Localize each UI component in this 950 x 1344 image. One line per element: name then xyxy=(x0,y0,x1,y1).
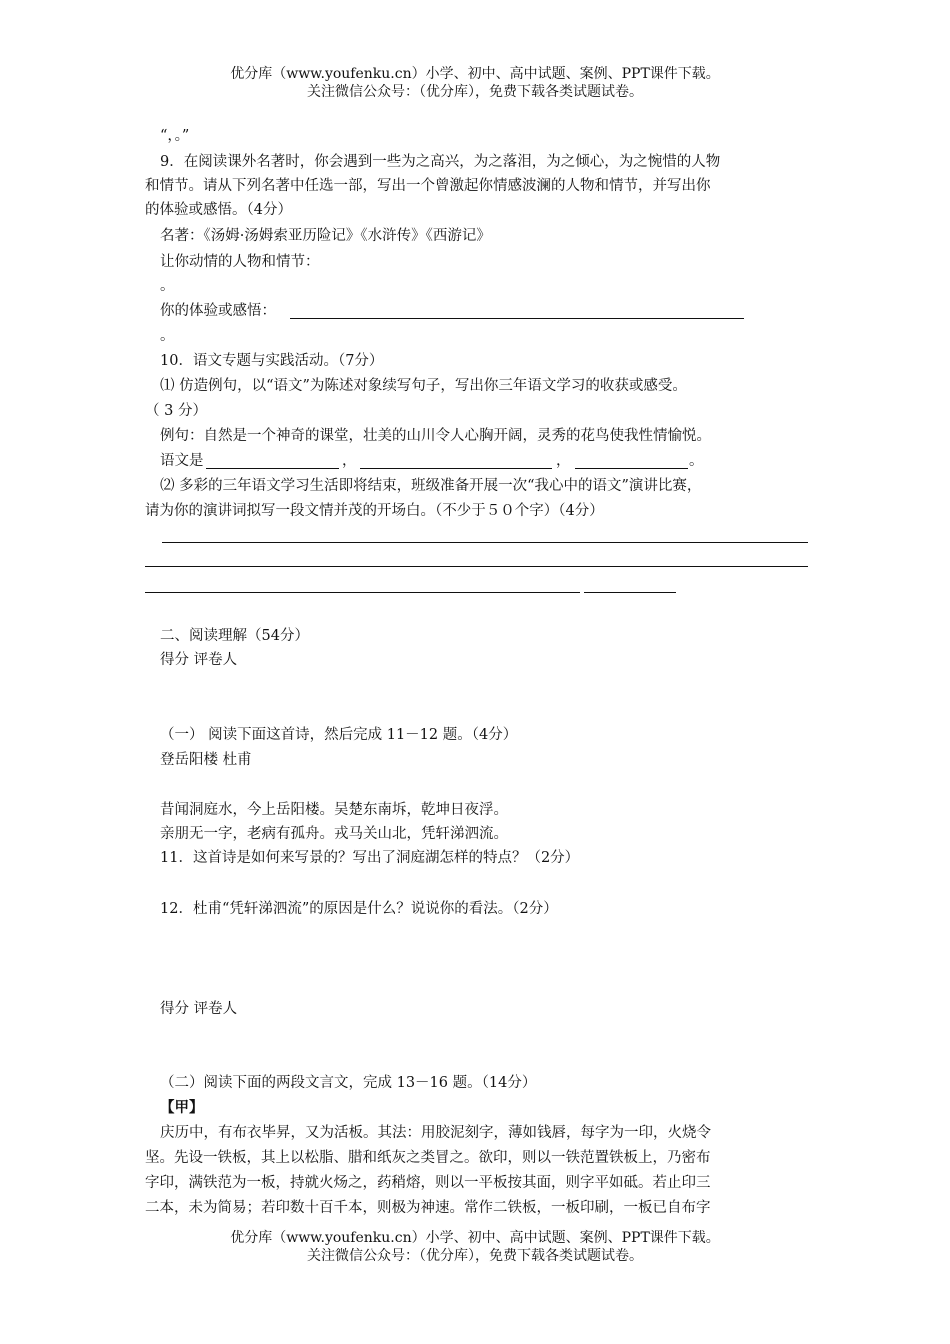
q10-answer-line-3a[interactable] xyxy=(145,592,580,593)
section2-title: 二、阅读理解（54分） xyxy=(160,628,309,644)
q12-text: 12．杜甫“凭轩涕泗流”的原因是什么？说说你的看法。（2分） xyxy=(160,901,558,917)
q10-fill-blank-3[interactable] xyxy=(575,468,688,469)
q10-part1-line-1: ⑴ 仿造例句，以“语文”为陈述对象续写句子，写出你三年语文学习的收获或感受。 xyxy=(160,378,687,394)
footer-line-2: 关注微信公众号：（优分库），免费下载各类试题试卷。 xyxy=(307,1248,643,1264)
passage-jia-label: 【甲】 xyxy=(160,1099,204,1116)
poem-title: 登岳阳楼 杜甫 xyxy=(160,752,252,768)
q9-text-line-3: 的体验或感悟。（4分） xyxy=(145,202,292,218)
q10-answer-line-2[interactable] xyxy=(145,566,808,567)
passage-line-3: 字印，满铁范为一板，持就火炀之，药稍熔，则以一平板按其面，则字平如砥。若止印三 xyxy=(145,1175,711,1191)
part1-title: （一） 阅读下面这首诗，然后完成 11－12 题。（4分） xyxy=(160,727,518,743)
q9-prompt-character: 让你动情的人物和情节： xyxy=(160,254,320,270)
passage-line-4: 二本，未为简易；若印数十百千本，则极为神速。常作二铁板，一板印刷，一板已自布字 xyxy=(145,1200,711,1216)
footer-line-1: 优分库（www.youfenku.cn）小学、初中、高中试题、案例、PPT课件下载。 xyxy=(230,1230,720,1246)
q10-part2-line-1: ⑵ 多彩的三年语文学习生活即将结束，班级准备开展一次“我心中的语文”演讲比赛， xyxy=(160,478,702,494)
q10-answer-line-1[interactable] xyxy=(162,542,808,543)
header-line-1: 优分库（www.youfenku.cn）小学、初中、高中试题、案例、PPT课件下载。 xyxy=(230,66,720,82)
poem-line-2: 亲朋无一字，老病有孤舟。戎马关山北，凭轩涕泗流。 xyxy=(160,826,508,842)
q10-example-sentence: 例句：自然是一个神奇的课堂，壮美的山川令人心胸开阔，灵秀的花鸟使我性情愉悦。 xyxy=(160,428,711,444)
header-line-2: 关注微信公众号：（优分库），免费下载各类试题试卷。 xyxy=(307,84,643,100)
q10-fill-separator-2: ， xyxy=(556,453,571,469)
part2-title: （二）阅读下面的两段文言文，完成 13－16 题。（14分） xyxy=(160,1075,537,1091)
q11-text: 11．这首诗是如何来写景的？写出了洞庭湖怎样的特点？（2分） xyxy=(160,850,580,866)
q10-title: 10．语文专题与实践活动。（7分） xyxy=(160,353,384,369)
q9-answer-period-2: 。 xyxy=(160,328,175,344)
passage-line-2: 坚。先设一铁板，其上以松脂、腊和纸灰之类冒之。欲印，则以一铁范置铁板上，乃密布 xyxy=(145,1150,711,1166)
q10-answer-line-3b[interactable] xyxy=(584,592,676,593)
q9-text-line-1: 9．在阅读课外名著时，你会遇到一些为之高兴，为之落泪，为之倾心，为之惋惜的人物 xyxy=(160,154,721,170)
q10-fill-separator-1: ， xyxy=(342,453,357,469)
q10-part2-line-2: 请为你的演讲词拟写一段文情并茂的开场白。（不少于５０个字）（4分） xyxy=(145,503,604,519)
score-grader-label-2: 得分 评卷人 xyxy=(160,1001,238,1017)
q10-fill-blank-1[interactable] xyxy=(206,468,339,469)
q10-fill-blank-2[interactable] xyxy=(360,468,552,469)
q9-prompt-feeling: 你的体验或感悟： xyxy=(160,303,276,319)
poem-line-1: 昔闻洞庭水，今上岳阳楼。吴楚东南坼，乾坤日夜浮。 xyxy=(160,802,508,818)
q10-fill-prefix: 语文是 xyxy=(160,453,204,469)
q9-books-list: 名著：《汤姆·汤姆索亚历险记》《水浒传》《西游记》 xyxy=(160,228,491,244)
passage-line-1: 庆历中，有布衣毕昇，又为活板。其法：用胶泥刻字，薄如钱唇，每字为一印，火烧令 xyxy=(160,1125,711,1141)
q9-text-line-2: 和情节。请从下列名著中任选一部，写出一个曾激起你情感波澜的人物和情节，并写出你 xyxy=(145,178,711,194)
q10-part1-line-2: （ 3 分） xyxy=(145,403,207,419)
q10-fill-end: 。 xyxy=(689,453,704,469)
q9-answer-blank-line[interactable] xyxy=(290,318,744,319)
score-grader-label-1: 得分 评卷人 xyxy=(160,652,238,668)
q9-answer-period-1: 。 xyxy=(160,278,175,294)
quote-marks-fragment: “，。” xyxy=(160,128,190,144)
